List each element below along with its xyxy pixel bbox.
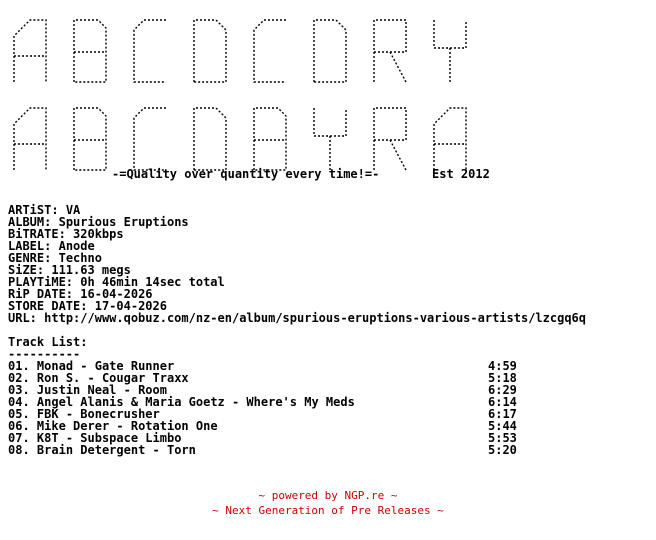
track-duration: 5:53: [488, 431, 517, 445]
spacer: [8, 192, 648, 204]
track-title: Mike Derer - Rotation One: [36, 419, 218, 433]
label-value: Anode: [58, 239, 95, 253]
album-label: ALBUM:: [8, 215, 52, 229]
track-duration: 5:20: [488, 443, 517, 457]
store-date-label: STORE DATE:: [8, 299, 88, 313]
label-label: LABEL:: [8, 239, 52, 253]
ascii-logo-glyph: [428, 12, 472, 84]
label-line: [8, 240, 648, 252]
track-duration: 6:29: [488, 383, 517, 397]
track-duration: 4:59: [488, 359, 517, 373]
genre-label: GENRE:: [8, 251, 52, 265]
ascii-logo-glyph: [428, 100, 472, 172]
track-number: 04.: [8, 395, 30, 409]
ascii-art-logo: [8, 8, 648, 192]
track-duration: 6:14: [488, 395, 517, 409]
ascii-logo-glyph: [8, 12, 52, 84]
bitrate-value: 320kbps: [73, 227, 124, 241]
ascii-logo-glyph: [128, 12, 172, 84]
rip-date-label: RiP DATE:: [8, 287, 74, 301]
ascii-logo-glyph: [308, 100, 352, 172]
ascii-logo-glyph: [68, 100, 112, 172]
url-label: URL:: [8, 311, 37, 325]
track-title: Angel Alanis & Maria Goetz - Where's My Meds: [36, 395, 355, 409]
ascii-logo-glyph: [188, 100, 232, 172]
url-line: [8, 312, 648, 324]
ascii-logo-glyph: [368, 100, 412, 172]
track-list: [8, 360, 648, 456]
ascii-logo-glyph: [368, 12, 412, 84]
ascii-logo-glyph: [128, 100, 172, 172]
track-number: 06.: [8, 419, 30, 433]
logo-tagline: -=Quality over quantity every time!=-: [112, 167, 380, 181]
track-number: 01.: [8, 359, 30, 373]
track-number: 03.: [8, 383, 30, 397]
size-label: SiZE:: [8, 263, 45, 277]
track-title: Justin Neal - Room: [36, 383, 167, 397]
ascii-logo-glyph: [248, 100, 292, 172]
rip-date-value: 16-04-2026: [80, 287, 153, 301]
ascii-logo-glyph: [188, 12, 232, 84]
ascii-logo-row-1: [8, 12, 508, 84]
track-title: K8T - Subspace Limbo: [36, 431, 182, 445]
tracklist-underline: ----------: [8, 347, 81, 361]
artist-label: ARTiST:: [8, 203, 59, 217]
ascii-logo-glyph: [308, 12, 352, 84]
album-value: Spurious Eruptions: [58, 215, 189, 229]
footer-tagline: ~ Next Generation of Pre Releases ~: [212, 504, 444, 517]
logo-established: Est 2012: [432, 167, 490, 181]
track-duration: 6:17: [488, 407, 517, 421]
track-row: [8, 444, 648, 456]
track-number: 08.: [8, 443, 30, 457]
ascii-logo-glyph: [248, 12, 292, 84]
store-date-value: 17-04-2026: [94, 299, 167, 313]
nfo-document: [8, 8, 648, 456]
artist-value: VA: [65, 203, 81, 217]
tracklist-heading: Track List:: [8, 335, 88, 349]
url-value[interactable]: http://www.qobuz.com/nz-en/album/spurious-eruptions-various-artists/lzcgq6q: [44, 311, 586, 325]
ascii-logo-glyph: [68, 12, 112, 84]
track-duration: 5:44: [488, 419, 517, 433]
bitrate-label: BiTRATE:: [8, 227, 66, 241]
track-duration: 5:18: [488, 371, 517, 385]
footer-powered-by[interactable]: ~ powered by NGP.re ~: [258, 489, 398, 502]
playtime-label: PLAYTiME:: [8, 275, 74, 289]
bitrate-line: [8, 228, 648, 240]
track-title: Monad - Gate Runner: [36, 359, 175, 373]
track-number: 02.: [8, 371, 30, 385]
size-value: 111.63 megs: [51, 263, 131, 277]
track-number: 07.: [8, 431, 30, 445]
spacer: [8, 324, 648, 336]
track-title: Ron S. - Cougar Traxx: [36, 371, 189, 385]
playtime-value: 0h 46min 14sec total: [80, 275, 225, 289]
ascii-logo-row-2: [8, 100, 508, 172]
ascii-logo-glyph: [8, 100, 52, 172]
track-title: FBK - Bonecrusher: [36, 407, 160, 421]
genre-value: Techno: [58, 251, 102, 265]
track-title: Brain Detergent - Torn: [36, 443, 196, 457]
track-number: 05.: [8, 407, 30, 421]
